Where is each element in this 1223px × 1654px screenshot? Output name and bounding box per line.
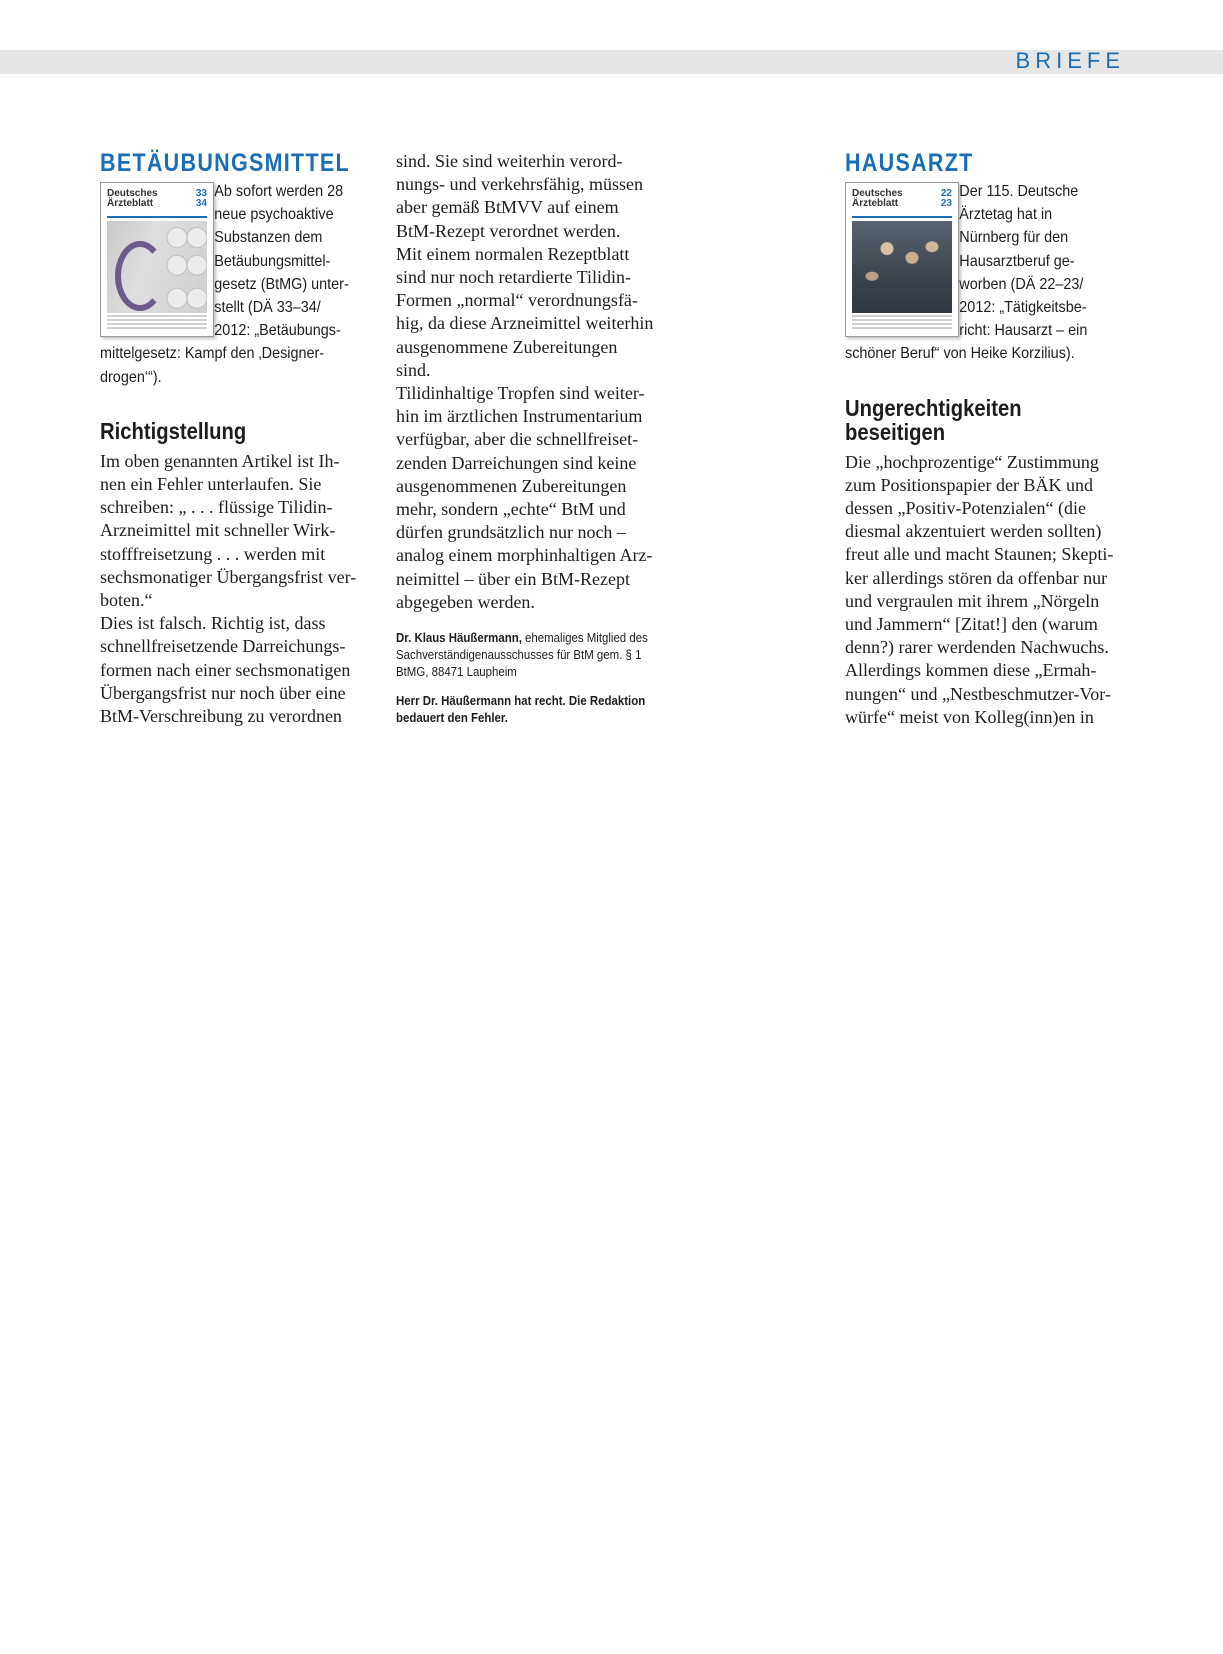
- text-line: sind. Sie sind weiterhin verord-: [396, 151, 623, 171]
- text-line: nungen“ und „Nestbeschmutzer-Vor-: [845, 683, 1111, 704]
- text-line: bedauert den Fehler.: [396, 710, 508, 726]
- text-line: Hausarztberuf ge-: [959, 252, 1075, 270]
- kicker-betaeubungsmittel: BETÄUBUNGSMITTEL: [100, 149, 350, 177]
- text-line: und Jammern“ [Zitat!] den (warum: [845, 614, 1098, 635]
- text-line: mehr, sondern „echte“ BtM und: [396, 499, 626, 520]
- text-line: sind nur noch retardierte Tilidin-: [396, 267, 631, 288]
- text-line: hig, da diese Arzneimittel weiterhin: [396, 313, 654, 334]
- text-line: schöner Beruf“ von Heike Korzilius).: [845, 345, 1075, 363]
- text-line: Ab sofort werden 28: [214, 183, 344, 200]
- text-line: Formen „normal“ verordnungsfä-: [396, 290, 638, 311]
- text-line: neue psychoaktive: [214, 206, 334, 224]
- text-line: dessen „Positiv-Potenzialen“ (die: [845, 498, 1086, 519]
- text-line: dürfen grundsätzlich nur noch –: [396, 522, 626, 543]
- intro-text: [100, 180, 376, 389]
- text-line: formen nach einer sechsmonatigen: [100, 659, 351, 680]
- text-line: stellt (DÄ 33–34/: [214, 299, 321, 317]
- text-line: boten.“: [100, 590, 153, 611]
- text-line: richt: Hausarzt – ein: [959, 322, 1088, 340]
- text-line: Herr Dr. Häußermann hat recht. Die Redaktion: [396, 693, 646, 709]
- text-line: gesetz (BtMG) unter-: [214, 275, 349, 293]
- text-line: sind.: [396, 359, 431, 380]
- text-line: ausgenommenen Zubereitungen: [396, 475, 627, 496]
- letter-body-continued: [396, 150, 681, 614]
- text-line: Mit einem normalen Rezeptblatt: [396, 243, 630, 264]
- text-line: drogen‘“).: [100, 368, 162, 386]
- text-line: und vergraulen mit ihrem „Nörgeln: [845, 590, 1100, 611]
- text-line: ker allerdings stören da offenbar nur: [845, 567, 1108, 588]
- text-line: schnellfreisetzende Darreichungs-: [100, 636, 346, 657]
- letter-signature: [396, 629, 647, 680]
- kicker-hausarzt: HAUSARZT: [845, 149, 974, 177]
- text-line: Nürnberg für den: [959, 229, 1069, 247]
- text-line: ehemaliges Mitglied des: [521, 630, 648, 646]
- text-line: Ärztetag hat in: [959, 206, 1053, 224]
- editor-note: [396, 692, 647, 726]
- text-line: freut alle und macht Staunen; Skepti-: [845, 544, 1114, 565]
- text-line: Im oben genannten Artikel ist Ih-: [100, 450, 340, 471]
- intro-block: [845, 180, 1125, 366]
- text-line: Übergangsfrist nur noch über eine: [100, 682, 346, 703]
- text-line: Sachverständigenausschusses für BtM gem. § 1: [396, 647, 642, 663]
- text-line: analog einem morphinhaltigen Arz-: [396, 545, 653, 566]
- text-line: Substanzen dem: [214, 229, 323, 247]
- headline-richtigstellung: Richtigstellung: [100, 417, 247, 444]
- intro-block: [100, 180, 376, 389]
- text-line: hin im ärztlichen Instrumentarium: [396, 406, 643, 427]
- text-line: denn?) rarer werdenden Nachwuchs.: [845, 637, 1109, 658]
- text-line: würfe“ meist von Kolleg(inn)en in: [845, 706, 1094, 727]
- cover-masthead: Deutsches Ärzteblatt 33 34: [107, 188, 207, 209]
- text-line: 2012: „Tätigkeitsbe-: [959, 299, 1087, 317]
- signature-name: Dr. Klaus Häußermann,: [396, 630, 522, 646]
- text-line: BtMG, 88471 Laupheim: [396, 664, 517, 680]
- text-line: abgegeben werden.: [396, 591, 535, 612]
- text-line: Die „hochprozentige“ Zustimmung: [845, 451, 1099, 472]
- headline-ungerechtigkeiten: [845, 396, 1126, 444]
- text-line: zenden Darreichungen sind keine: [396, 452, 637, 473]
- text-line: verfügbar, aber die schnellfreiset-: [396, 429, 639, 450]
- text-line: sechsmonatiger Übergangsfrist ver-: [100, 566, 357, 587]
- text-line: Der 115. Deutsche: [959, 183, 1079, 200]
- text-line: beseitigen: [845, 418, 946, 445]
- letter-body: [100, 450, 376, 728]
- text-line: diesmal akzentuiert werden sollten): [845, 521, 1102, 542]
- text-line: Arzneimittel mit schneller Wirk-: [100, 520, 336, 541]
- text-line: nungs- und verkehrsfähig, müssen: [396, 174, 643, 195]
- section-label: BRIEFE: [1015, 48, 1125, 73]
- text-line: Tilidinhaltige Tropfen sind weiter-: [396, 383, 645, 404]
- text-line: stofffreisetzung . . . werden mit: [100, 543, 326, 564]
- column-hausarzt: [845, 148, 1125, 729]
- text-line: neimittel – über ein BtM-Rezept: [396, 568, 630, 589]
- text-line: aber gemäß BtMVV auf einem: [396, 197, 619, 218]
- text-line: Ungerechtigkeiten: [845, 394, 1022, 421]
- intro-text: [845, 180, 1125, 366]
- column-continuation: [396, 150, 681, 726]
- cover-masthead: Deutsches Ärzteblatt 22 23: [852, 188, 952, 209]
- text-line: schreiben: „ . . . flüssige Tilidin-: [100, 497, 333, 518]
- letter-body: [845, 451, 1125, 729]
- text-line: Allerdings kommen diese „Ermah-: [845, 660, 1097, 681]
- text-line: ausgenommene Zubereitungen: [396, 336, 618, 357]
- text-line: nen ein Fehler unterlaufen. Sie: [100, 474, 322, 495]
- text-line: 2012: „Betäubungs-: [214, 322, 341, 340]
- column-betaeubungsmittel: [100, 148, 376, 728]
- text-line: Betäubungsmittel-: [214, 252, 331, 270]
- text-line: zum Positionspapier der BÄK und: [845, 474, 1093, 495]
- text-line: BtM-Rezept verordnet werden.: [396, 220, 621, 241]
- text-line: worben (DÄ 22–23/: [959, 275, 1084, 293]
- text-line: mittelgesetz: Kampf den ‚Designer-: [100, 345, 325, 363]
- text-line: Dies ist falsch. Richtig ist, dass: [100, 613, 326, 634]
- text-line: BtM-Verschreibung zu verordnen: [100, 706, 342, 727]
